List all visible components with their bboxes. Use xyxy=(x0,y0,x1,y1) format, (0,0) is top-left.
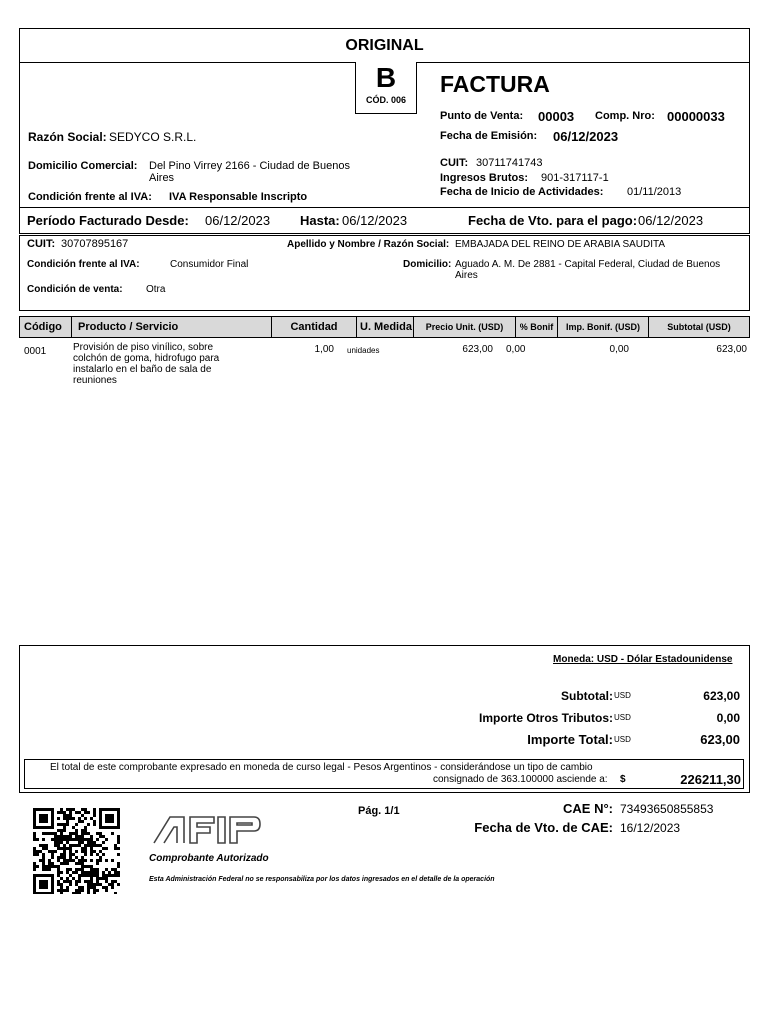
client-iva-label: Condición frente al IVA: xyxy=(27,259,140,270)
issuer-divider xyxy=(385,114,386,208)
client-cuit-label: CUIT: xyxy=(27,238,56,250)
col-subtotal: Subtotal (USD) xyxy=(649,317,749,337)
importe-total-currency: USD xyxy=(614,735,631,744)
client-domicilio-label: Domicilio: xyxy=(403,259,452,270)
punto-venta-label: Punto de Venta: xyxy=(440,110,524,122)
vto-pago-label: Fecha de Vto. para el pago: xyxy=(468,213,638,228)
comp-nro-value: 00000033 xyxy=(667,109,725,124)
inicio-actividades-label: Fecha de Inicio de Actividades: xyxy=(440,186,604,198)
cae-vto-label: Fecha de Vto. de CAE: xyxy=(474,820,613,835)
condicion-venta-label: Condición de venta: xyxy=(27,284,123,295)
row-unidad: unidades xyxy=(347,346,380,355)
issuer-iva-label: Condición frente al IVA: xyxy=(28,191,152,203)
original-title: ORIGINAL xyxy=(345,37,424,54)
cae-vto-value: 16/12/2023 xyxy=(620,821,681,835)
row-producto-line3: instalarlo en el baño de sala de xyxy=(73,364,212,375)
cae-value: 73493650855853 xyxy=(620,802,714,816)
subtotal-value: 623,00 xyxy=(703,689,740,703)
row-cantidad: 1,00 xyxy=(314,344,334,355)
client-iva-value: Consumidor Final xyxy=(170,259,249,270)
afip-logo xyxy=(150,813,264,845)
row-precio: 623,00 xyxy=(462,344,493,355)
items-table-header xyxy=(19,316,750,338)
periodo-hasta-label: Hasta: xyxy=(300,213,340,228)
qr-code xyxy=(33,808,123,894)
moneda-label: Moneda: USD - Dólar Estadounidense xyxy=(553,654,733,665)
otros-tributos-currency: USD xyxy=(614,713,631,722)
subtotal-currency: USD xyxy=(614,691,631,700)
pesos-total: 226211,30 xyxy=(680,772,741,787)
ingresos-brutos-label: Ingresos Brutos: xyxy=(440,172,529,184)
row-bonif: 0,00 xyxy=(506,344,526,355)
razon-social-value: SEDYCO S.R.L. xyxy=(109,130,197,144)
pesos-line2: consignado de 363.100000 asciende a: xyxy=(433,774,608,785)
row-producto-line2: colchón de goma, hidrofugo para xyxy=(73,353,220,364)
col-producto: Producto / Servicio xyxy=(72,317,272,337)
cae-label: CAE N°: xyxy=(563,801,613,816)
row-producto-line1: Provisión de piso vinílico, sobre xyxy=(73,342,214,353)
row-codigo: 0001 xyxy=(24,346,47,357)
row-subtotal: 623,00 xyxy=(716,344,747,355)
periodo-hasta-value: 06/12/2023 xyxy=(342,213,408,228)
periodo-desde-value: 06/12/2023 xyxy=(205,213,271,228)
issuer-cuit-label: CUIT: xyxy=(440,157,469,169)
razon-social-label: Razón Social: xyxy=(28,130,107,144)
subtotal-label: Subtotal: xyxy=(561,689,613,703)
issuer-cuit-value: 30711741743 xyxy=(476,157,543,169)
importe-total-value: 623,00 xyxy=(700,732,740,747)
otros-tributos-value: 0,00 xyxy=(716,711,740,725)
pesos-symbol: $ xyxy=(620,774,626,785)
row-producto-line4: reuniones xyxy=(73,375,117,386)
ingresos-brutos-value: 901-317117-1 xyxy=(541,172,609,184)
qr-code-graphic xyxy=(33,808,123,894)
invoice-code: CÓD. 006 xyxy=(365,95,407,105)
vto-pago-value: 06/12/2023 xyxy=(638,213,704,228)
importe-total-label: Importe Total: xyxy=(527,732,613,747)
periodo-desde-label: Período Facturado Desde: xyxy=(27,213,189,228)
comprobante-autorizado: Comprobante Autorizado xyxy=(149,853,269,864)
col-cantidad: Cantidad xyxy=(272,317,357,337)
client-domicilio-line1: Aguado A. M. De 2881 - Capital Federal, Ciudad de Buenos xyxy=(455,259,721,270)
fecha-emision-value: 06/12/2023 xyxy=(553,129,619,144)
col-imp-bonif: Imp. Bonif. (USD) xyxy=(558,317,649,337)
domicilio-comercial-line2: Aires xyxy=(149,172,175,184)
col-codigo: Código xyxy=(20,317,72,337)
disclaimer: Esta Administración Federal no se responsabiliza por los datos ingresados en el detalle de la operación xyxy=(149,876,495,883)
otros-tributos-label: Importe Otros Tributos: xyxy=(478,711,613,725)
domicilio-comercial-label: Domicilio Comercial: xyxy=(28,160,138,172)
condicion-venta-value: Otra xyxy=(146,284,166,295)
domicilio-comercial-line1: Del Pino Virrey 2166 - Ciudad de Buenos xyxy=(149,160,350,172)
client-domicilio-line2: Aires xyxy=(455,270,478,281)
col-bonif: % Bonif xyxy=(516,317,558,337)
invoice-letter-box xyxy=(355,62,417,114)
document-title: FACTURA xyxy=(440,71,550,97)
punto-venta-value: 00003 xyxy=(538,109,575,124)
afip-logo-graphic xyxy=(150,813,264,845)
pesos-line1: El total de este comprobante expresado en moneda de curso legal - Pesos Argentinos - considerándose un tipo de cambio xyxy=(50,762,593,773)
client-cuit-value: 30707895167 xyxy=(61,238,129,250)
invoice-letter: B xyxy=(375,62,397,93)
inicio-actividades-value: 01/11/2013 xyxy=(627,186,682,198)
fecha-emision-label: Fecha de Emisión: xyxy=(440,130,538,142)
col-precio: Precio Unit. (USD) xyxy=(414,317,516,337)
comp-nro-label: Comp. Nro: xyxy=(595,110,655,122)
client-nombre-label: Apellido y Nombre / Razón Social: xyxy=(287,239,450,250)
col-umedida: U. Medida xyxy=(357,317,414,337)
page-number: Pág. 1/1 xyxy=(358,805,400,817)
issuer-iva-value: IVA Responsable Inscripto xyxy=(169,191,308,203)
row-imp-bonif: 0,00 xyxy=(609,344,629,355)
client-nombre-value: EMBAJADA DEL REINO DE ARABIA SAUDITA xyxy=(455,239,666,250)
original-header xyxy=(19,28,750,63)
